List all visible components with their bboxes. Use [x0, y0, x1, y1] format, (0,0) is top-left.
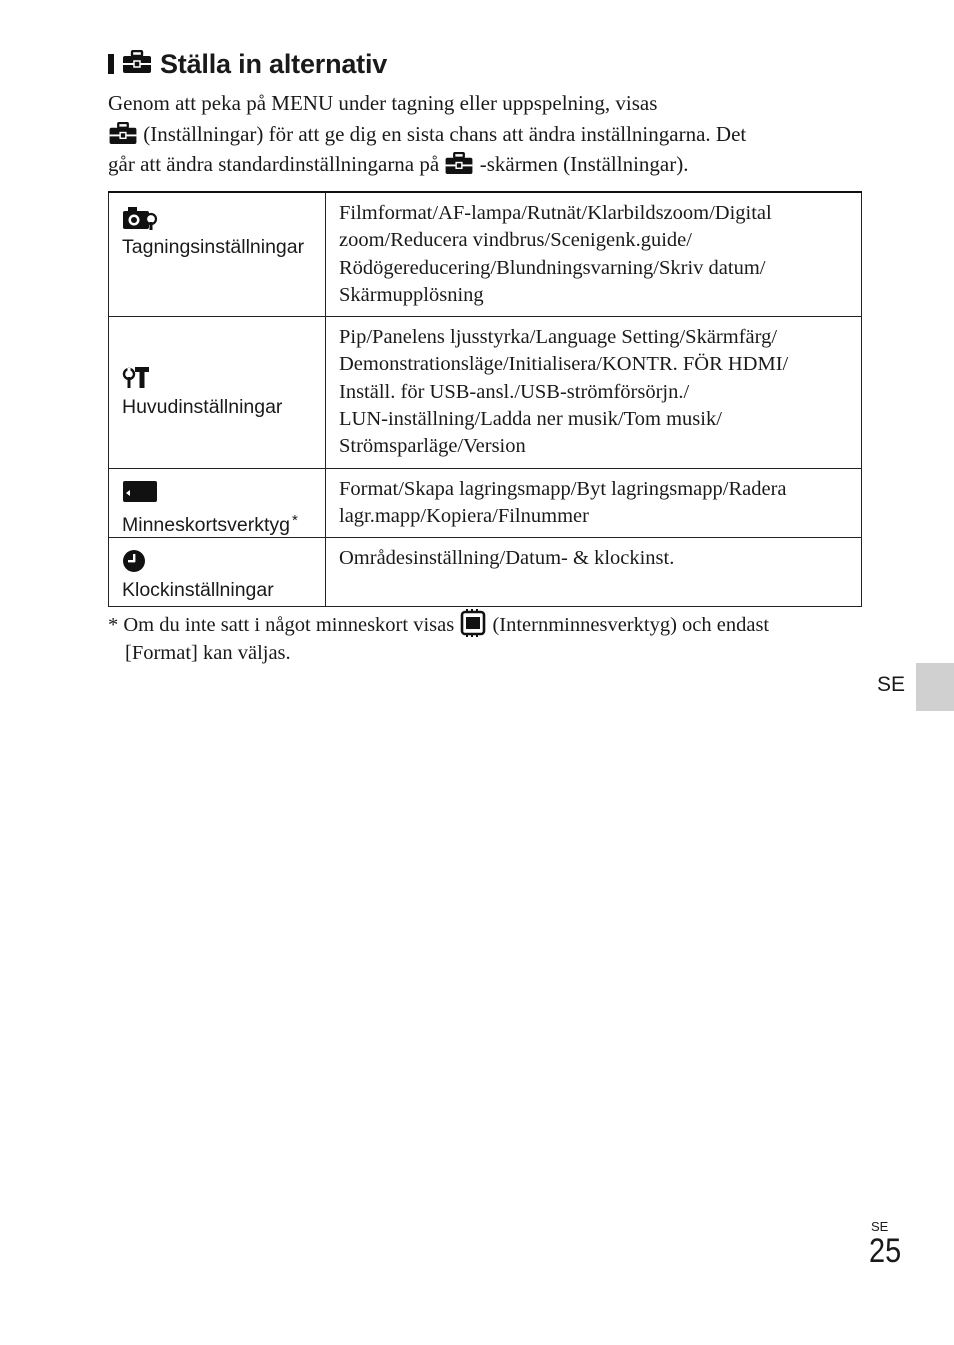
page-language-code: SE — [871, 1219, 889, 1234]
category-label: Minneskortsverktyg * — [122, 511, 298, 536]
footnote-text: (Internminnesverktyg) och endast — [492, 614, 770, 636]
settings-table — [108, 191, 862, 607]
category-label: Tagningsinställningar — [122, 236, 305, 258]
item-line: Strömsparläge/Version — [339, 435, 526, 458]
intro-text: går att ändra standardinställningarna på — [108, 152, 440, 176]
internal-memory-icon — [459, 614, 492, 636]
footnote-marker: * — [291, 511, 298, 529]
category-label: Klockinställningar — [122, 579, 274, 602]
item-line: Rödögereducering/Blundningsvarning/Skriv datum/ — [339, 256, 766, 279]
item-line: lagr.mapp/Kopiera/Filnummer — [339, 504, 589, 527]
page-title: Ställa in alternativ — [160, 48, 388, 79]
item-line: Skärmupplösning — [339, 283, 484, 306]
category-cell — [109, 468, 326, 538]
intro-text: (Inställningar) för att ge dig en sista chans att ändra inställningarna. Det — [143, 121, 747, 146]
language-tab-label: SE — [877, 673, 906, 696]
footnote — [108, 609, 868, 667]
footnote-line: [Format] kan väljas. — [125, 642, 291, 664]
items-cell — [326, 192, 862, 317]
category-cell — [109, 192, 326, 317]
language-side-tab — [916, 663, 954, 711]
toolbox-icon — [122, 50, 152, 79]
intro-paragraph — [108, 88, 868, 180]
item-line: Pip/Panelens ljusstyrka/Language Setting/Skärmfärg/ — [339, 326, 778, 349]
table-row — [109, 317, 862, 468]
toolbox-icon — [444, 152, 479, 176]
intro-text: -skärmen (Inställningar). — [479, 152, 689, 176]
heading-bar-marker — [108, 54, 114, 74]
items-cell — [326, 468, 862, 538]
intro-line — [108, 149, 868, 180]
item-line: Inställ. för USB-ansl./USB-strömförsörjn./ — [339, 380, 690, 403]
table-row — [109, 468, 862, 538]
item-line: LUN-inställning/Ladda ner musik/Tom musik/ — [339, 408, 722, 431]
item-line: Områdesinställning/Datum- & klockinst. — [339, 547, 675, 570]
intro-line — [108, 119, 868, 150]
table-row — [109, 538, 862, 607]
toolbox-icon — [108, 122, 143, 146]
table-row — [109, 192, 862, 317]
tools-icon — [122, 365, 325, 393]
clock-icon — [122, 548, 325, 576]
footnote-text: * Om du inte satt i något minneskort visas — [108, 614, 455, 636]
item-line: Demonstrationsläge/Initialisera/KONTR. FÖR HDMI/ — [339, 353, 789, 376]
item-line: Filmformat/AF-lampa/Rutnät/Klarbildszoom/Digital — [339, 202, 772, 224]
section-heading — [108, 46, 387, 82]
item-line: Format/Skapa lagringsmapp/Byt lagringsmapp/Radera — [339, 477, 787, 500]
memory-card-icon — [122, 479, 325, 507]
items-cell — [326, 538, 862, 607]
category-label: Huvudinställningar — [122, 396, 283, 419]
category-cell — [109, 538, 326, 607]
items-cell — [326, 317, 862, 468]
camera-settings-icon — [122, 205, 325, 233]
category-cell — [109, 317, 326, 468]
footnote-line — [108, 609, 868, 639]
intro-line: Genom att peka på MENU under tagning eller uppspelning, visas — [108, 91, 658, 115]
item-line: zoom/Reducera vindbrus/Scenigenk.guide/ — [339, 229, 692, 252]
page-number: 25 — [869, 1232, 902, 1270]
